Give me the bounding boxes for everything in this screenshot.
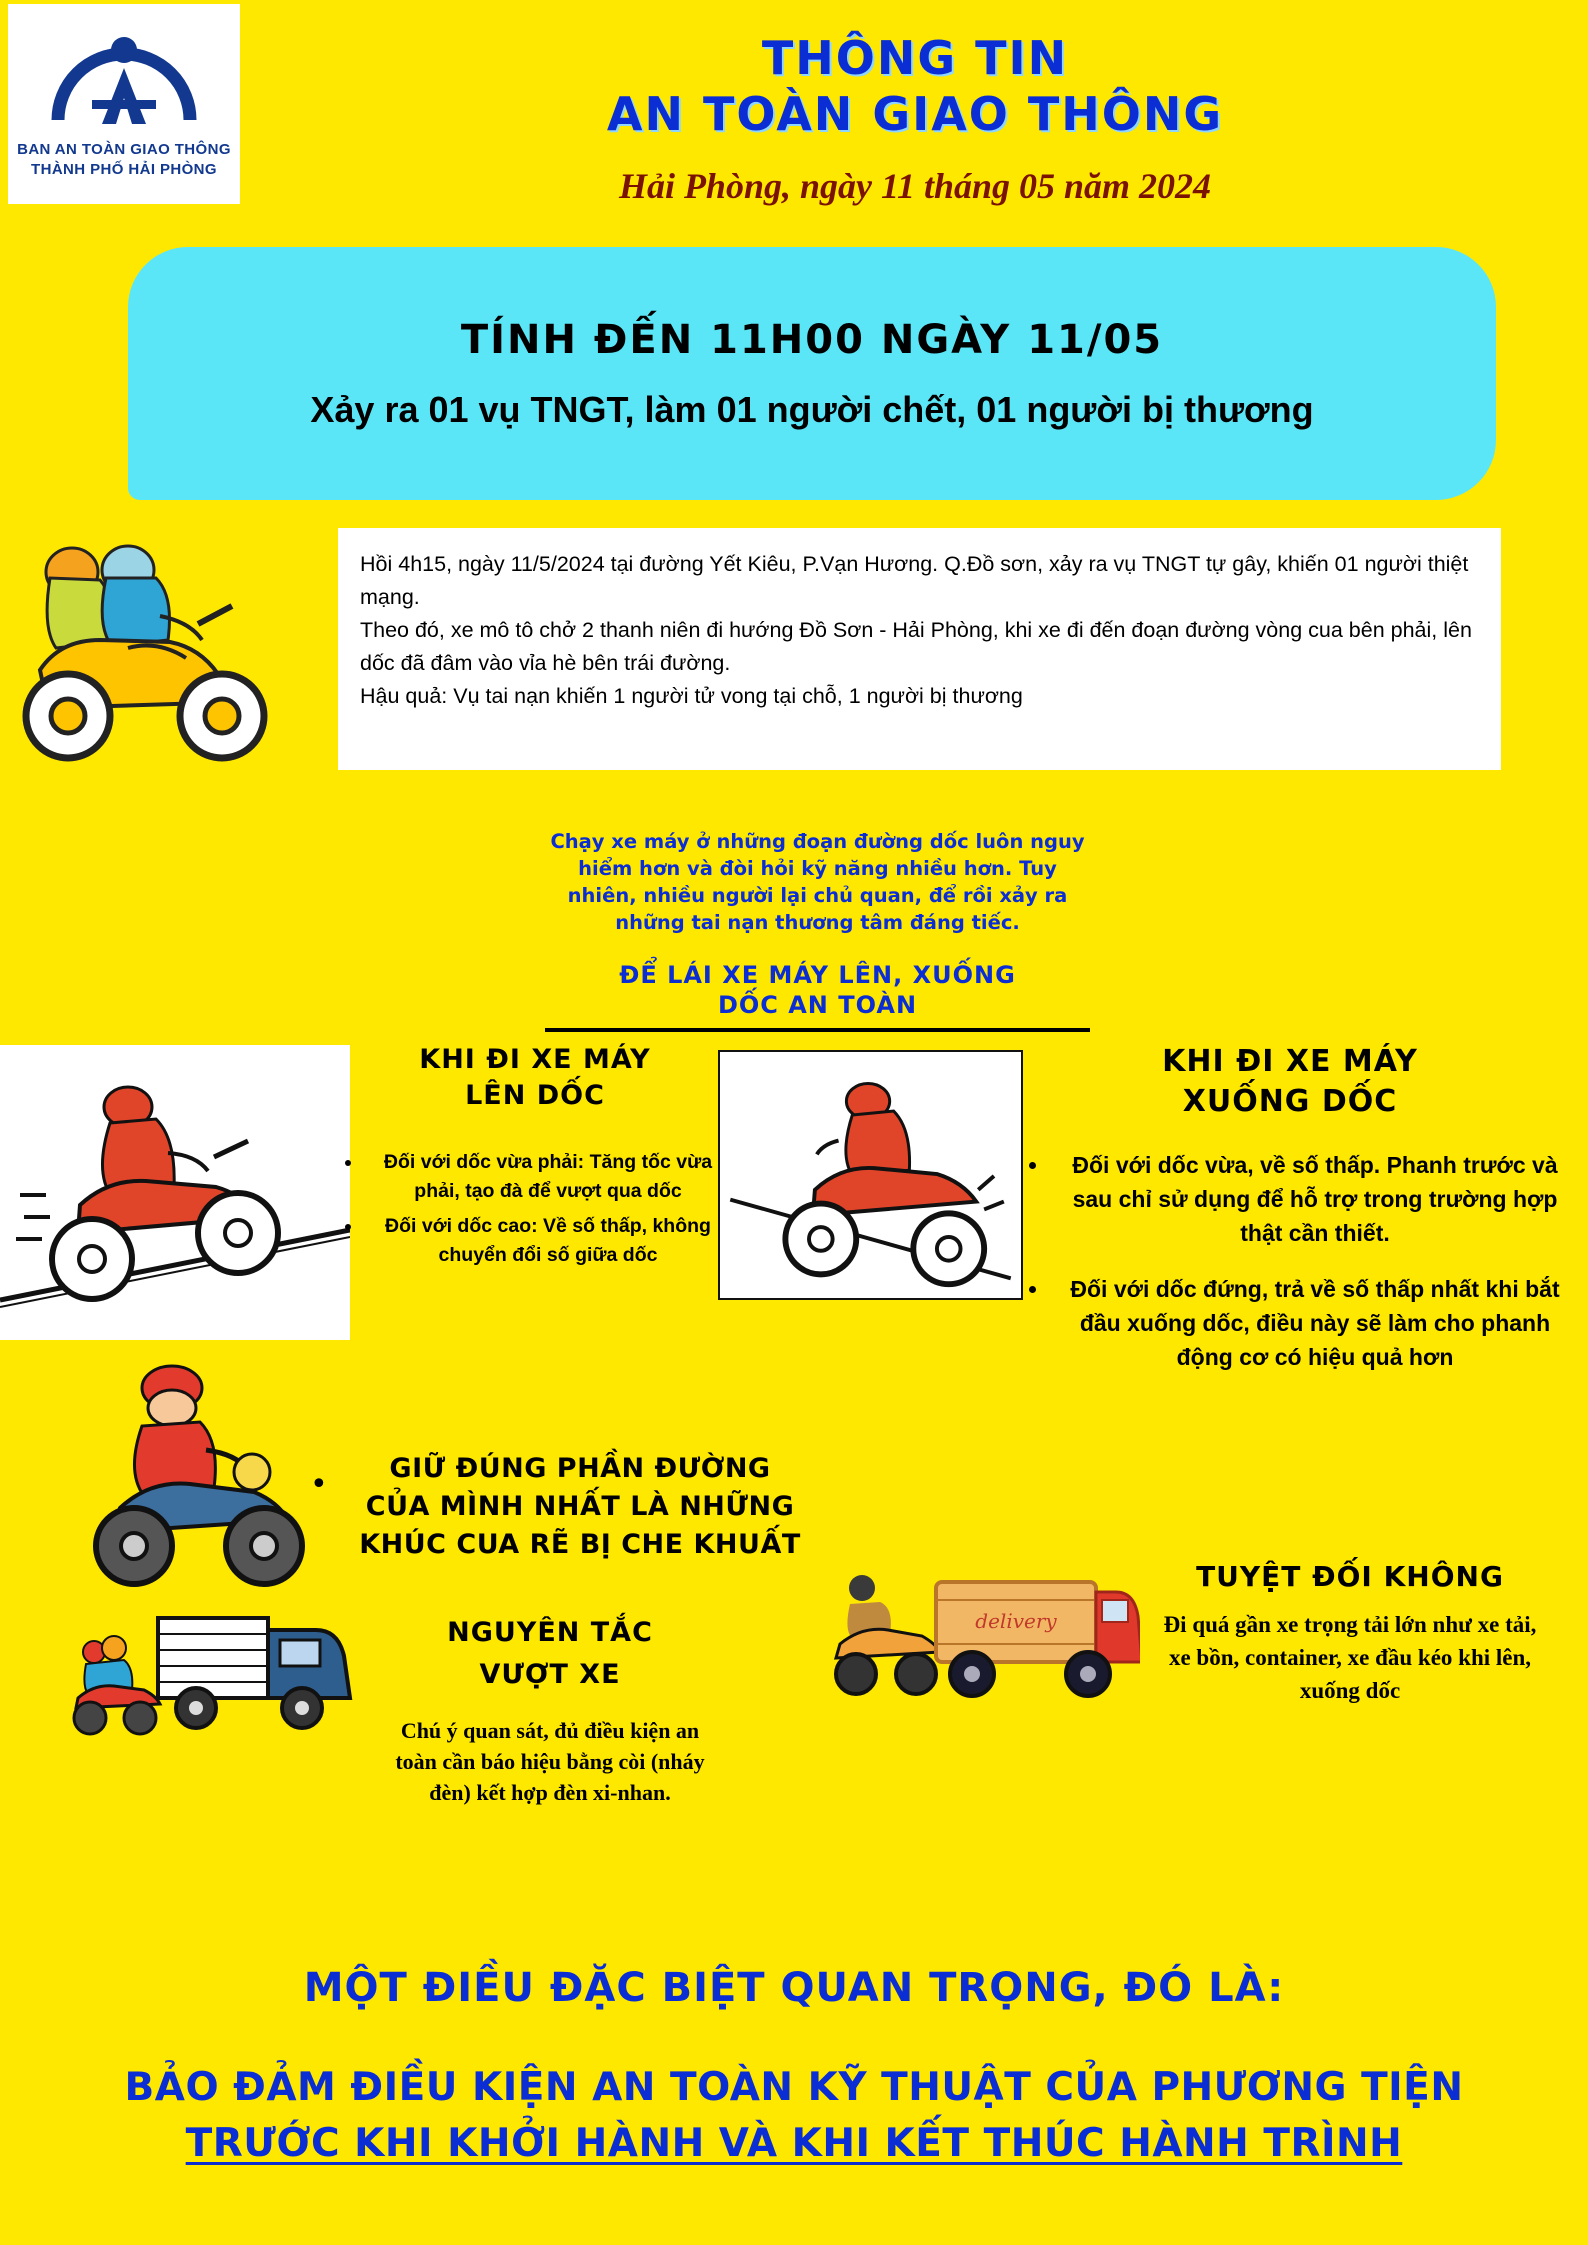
- truck-and-family-illustration: [70, 1590, 400, 1750]
- organization-logo-box: [8, 4, 240, 204]
- section-divider: [545, 1028, 1090, 1032]
- overtake-title: [390, 1612, 710, 1696]
- two-riders-illustration: [10, 520, 330, 770]
- overtake-title-line2: VƯỢT XE: [479, 1659, 621, 1690]
- downhill-heading: [1040, 1042, 1540, 1122]
- page-title-line2: AN TOÀN GIAO THÔNG: [606, 87, 1224, 141]
- lane-rule-line3: KHÚC CUA RẼ BỊ CHE KHUẤT: [359, 1529, 801, 1560]
- accident-paragraph-1: Hồi 4h15, ngày 11/5/2024 tại đường Yết Kiêu, P.Vạn Hương. Q.Đồ sơn, xảy ra vụ TNGT tự gây, khiến 01 người thiệt mạng.: [360, 552, 1469, 609]
- rider-on-motorbike-cartoon-illustration: [60, 1340, 320, 1590]
- list-item: • Đối với dốc vừa, về số thấp. Phanh trước và sau chỉ sử dụng để hỗ trợ trong trường hợp thật cần thiết.: [1050, 1148, 1580, 1250]
- uphill-heading-line1: KHI ĐI XE MÁY: [419, 1044, 651, 1075]
- overtake-body: Chú ý quan sát, đủ điều kiện an toàn cần báo hiệu bằng còi (nháy đèn) kết hợp đèn xi-nhan.: [395, 1718, 705, 1805]
- lane-rule-line1: GIỮ ĐÚNG PHẦN ĐƯỜNG: [389, 1453, 771, 1484]
- footer-headline: MỘT ĐIỀU ĐẶC BIỆT QUAN TRỌNG, ĐÓ LÀ:: [303, 1965, 1285, 2011]
- list-item: • Đối với dốc cao: Về số thấp, không chuyển đổi số giữa dốc: [363, 1212, 733, 1270]
- traffic-safety-board-logo-icon: [44, 28, 204, 140]
- list-item: • Đối với dốc đứng, trả về số thấp nhất khi bắt đầu xuống dốc, điều này sẽ làm cho phanh động cơ có hiệu quả hơn: [1050, 1272, 1580, 1374]
- page-title-line1: THÔNG TIN: [761, 31, 1069, 85]
- banner-headline: TÍNH ĐẾN 11H00 NGÀY 11/05: [460, 316, 1164, 363]
- logo-text-line1: BAN AN TOÀN GIAO THÔNG: [17, 141, 231, 158]
- downhill-tips-list: [1020, 1148, 1580, 1396]
- accident-paragraph-3: Hậu quả: Vụ tai nạn khiến 1 người tử vong tại chỗ, 1 người bị thương: [360, 684, 1023, 708]
- lane-rule-line2: CỦA MÌNH NHẤT LÀ NHỮNG: [365, 1491, 795, 1522]
- banner-subline: Xảy ra 01 vụ TNGT, làm 01 người chết, 01 người bị thương: [310, 388, 1314, 430]
- section-title-line2: DỐC AN TOÀN: [717, 991, 918, 1019]
- overtake-title-line1: NGUYÊN TẮC: [447, 1617, 653, 1648]
- lane-rule-bullet-icon: •: [310, 1467, 328, 1502]
- intro-paragraph: Chạy xe máy ở những đoạn đường dốc luôn nguy hiểm hơn và đòi hỏi kỹ năng nhiều hơn. Tuy nhiên, nhiều người lại chủ quan, để rồi xảy ra những tai nạn thương tâm đáng tiếc.: [550, 830, 1085, 934]
- never-body: Đi quá gần xe trọng tải lớn như xe tải, xe bồn, container, xe đầu kéo khi lên, xuống dốc: [1163, 1612, 1537, 1703]
- footer-message: [40, 2060, 1548, 2172]
- delivery-truck-illustration: [740, 1548, 1140, 1738]
- summary-banner: [128, 247, 1496, 500]
- downhill-heading-line1: KHI ĐI XE MÁY: [1162, 1044, 1418, 1079]
- downhill-heading-line2: XUỐNG DỐC: [1182, 1084, 1398, 1119]
- section-title-line1: ĐỂ LÁI XE MÁY LÊN, XUỐNG: [619, 961, 1016, 989]
- logo-text-line2: THÀNH PHỐ HẢI PHÒNG: [31, 161, 217, 178]
- footer-message-line1: BẢO ĐẢM ĐIỀU KIỆN AN TOÀN KỸ THUẬT CỦA PHƯƠNG TIỆN: [124, 2065, 1464, 2110]
- accident-report-box: [338, 528, 1501, 770]
- accident-paragraph-2: Theo đó, xe mô tô chở 2 thanh niên đi hướng Đồ Sơn - Hải Phòng, khi xe đi đến đoạn đường vòng cua bên phải, lên dốc đã đâm vào vỉa hè bên trái đường.: [360, 618, 1472, 675]
- uphill-heading-line2: LÊN DỐC: [465, 1080, 605, 1111]
- footer-message-line2: TRƯỚC KHI KHỞI HÀNH VÀ KHI KẾT THÚC HÀNH TRÌNH: [185, 2121, 1403, 2166]
- page-title: [250, 30, 1580, 142]
- uphill-heading: [370, 1042, 700, 1114]
- motorbike-uphill-illustration: [0, 1045, 350, 1340]
- never-title: TUYỆT ĐỐI KHÔNG: [1196, 1560, 1504, 1593]
- lane-rule-text: [300, 1450, 860, 1564]
- uphill-tips-list: [333, 1148, 733, 1276]
- section-title: [545, 960, 1090, 1020]
- svg-text:delivery: delivery: [975, 1609, 1057, 1633]
- issue-date: Hải Phòng, ngày 11 tháng 05 năm 2024: [618, 166, 1212, 206]
- list-item: • Đối với dốc vừa phải: Tăng tốc vừa phải, tạo đà để vượt qua dốc: [363, 1148, 733, 1206]
- motorbike-downhill-illustration: [718, 1050, 1023, 1300]
